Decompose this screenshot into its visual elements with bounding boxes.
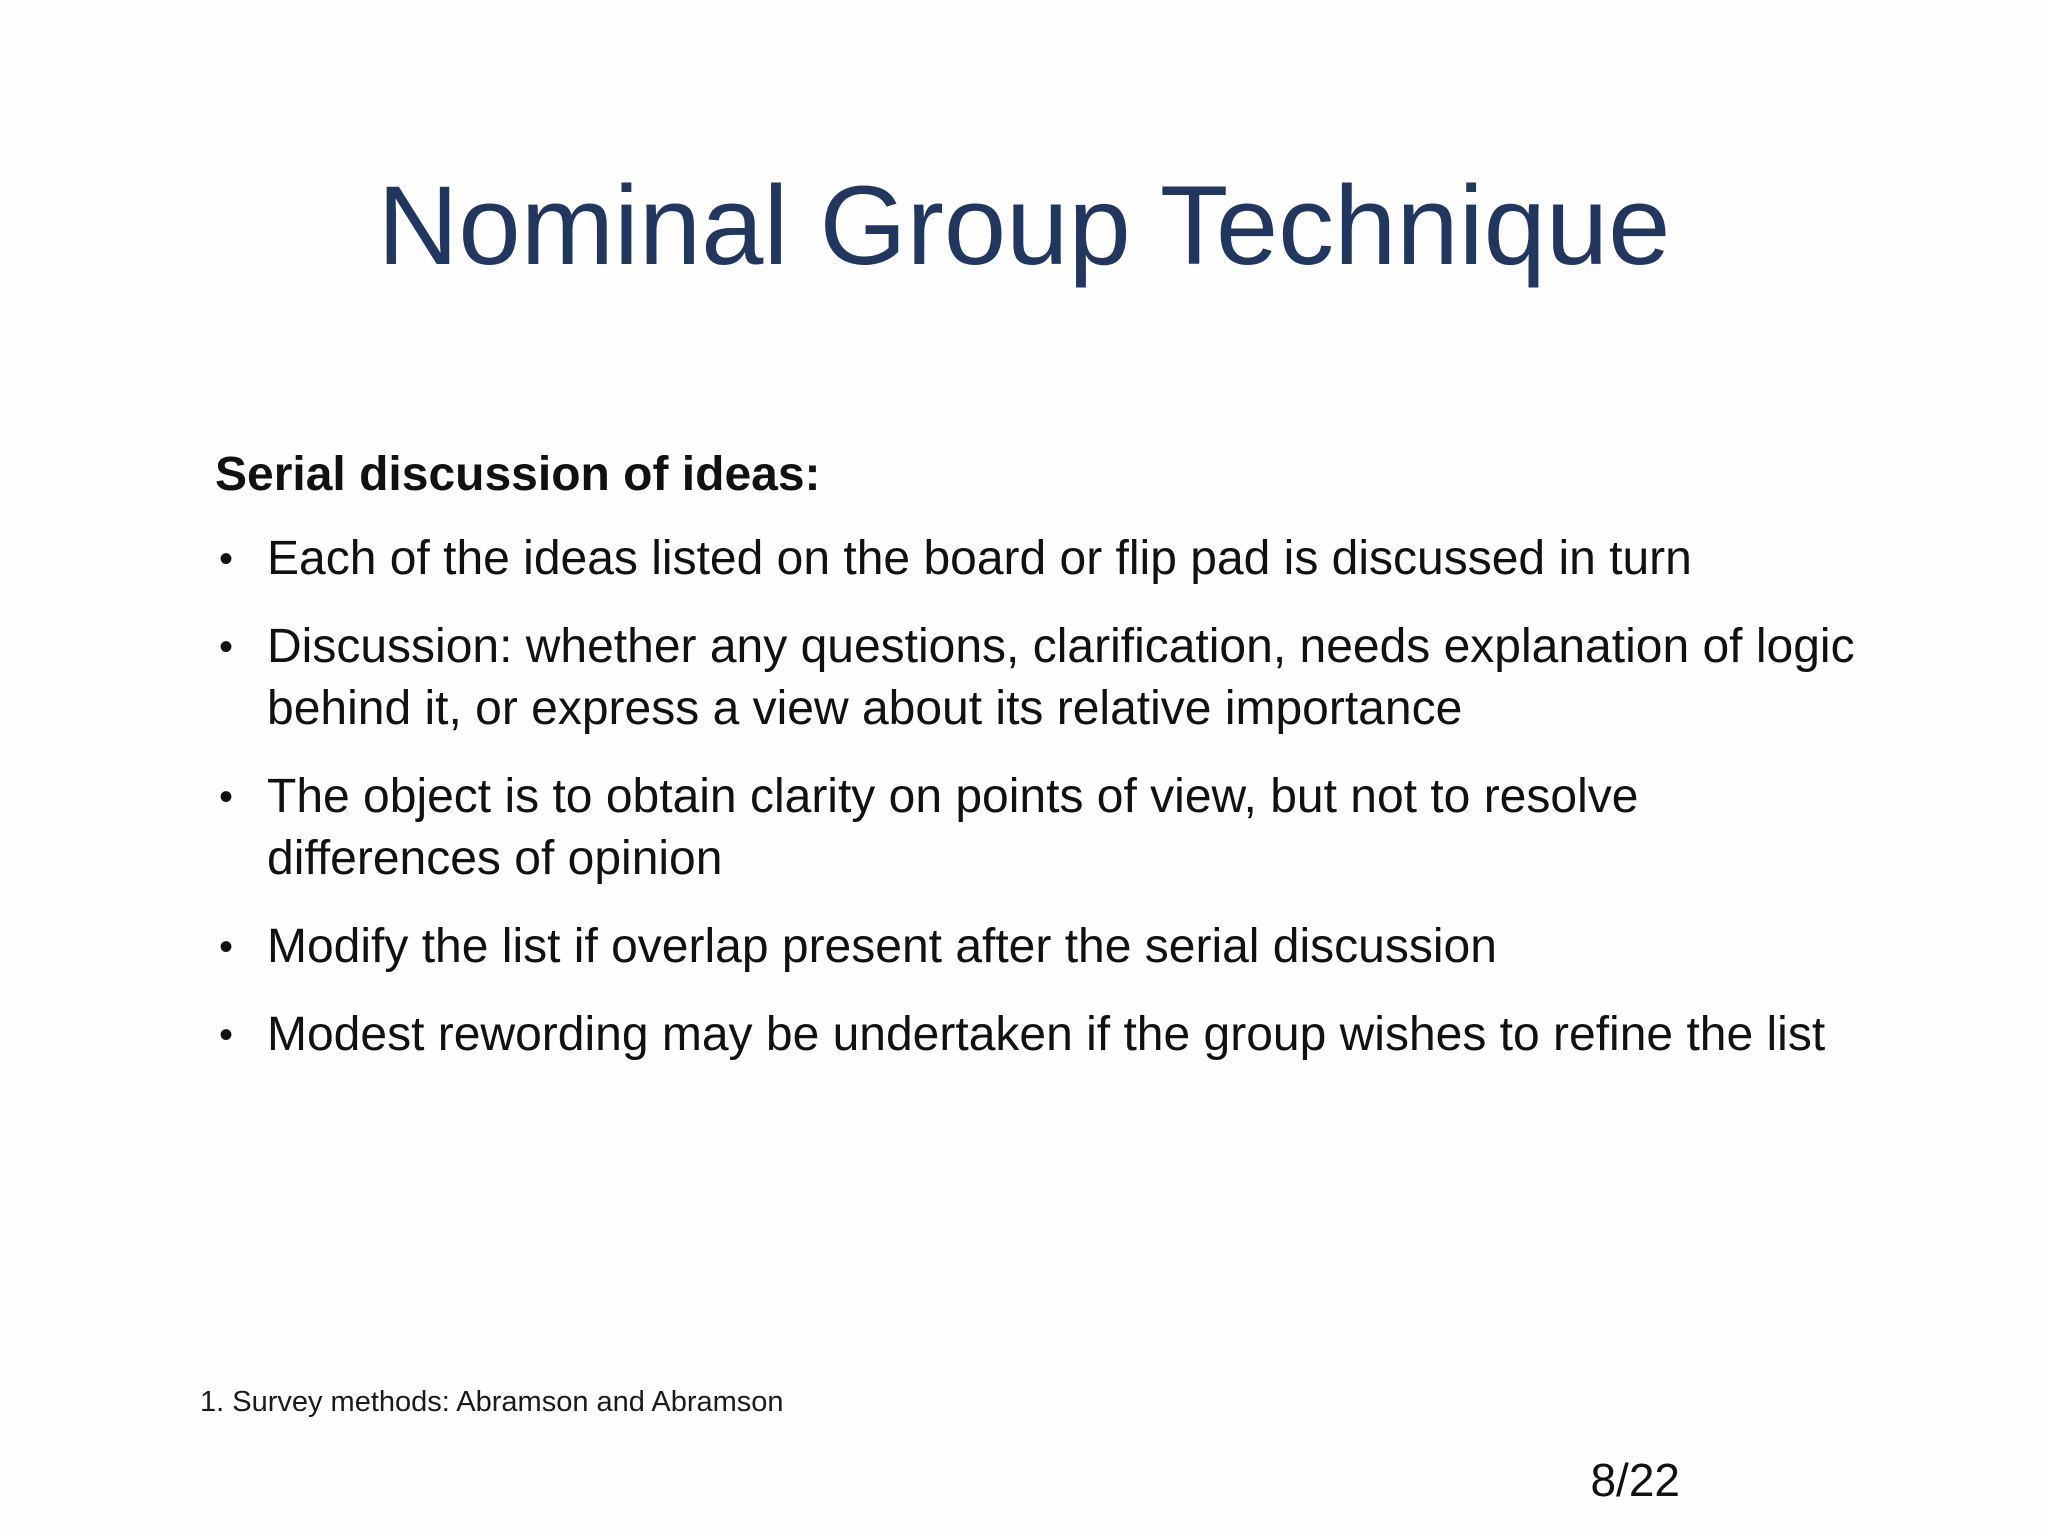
page-number: 8/22	[1590, 1454, 1680, 1506]
slide-title: Nominal Group Technique	[377, 163, 1671, 288]
bullet-dot-icon: •	[219, 537, 234, 581]
bullet-text: Each of the ideas listed on the board or flip pad is discussed in turn	[267, 532, 1692, 585]
bullet-item	[215, 1004, 1865, 1066]
bullet-dot-icon: •	[219, 625, 234, 669]
bullet-text: Discussion: whether any questions, clarification, needs explanation of logic behind it, or express a view about its relative importance	[267, 620, 1855, 735]
bullet-item	[215, 528, 1865, 590]
slide-content	[215, 444, 1865, 1092]
bullet-dot-icon: •	[219, 775, 234, 819]
bullet-text: The object is to obtain clarity on points of view, but not to resolve differences of opinion	[267, 770, 1639, 885]
bullet-dot-icon: •	[219, 925, 234, 969]
bullet-dot-icon: •	[219, 1013, 234, 1057]
bullet-item	[215, 766, 1865, 890]
section-heading: Serial discussion of ideas:	[215, 448, 821, 501]
bullet-text: Modify the list if overlap present after the serial discussion	[267, 920, 1497, 973]
bullet-item	[215, 916, 1865, 978]
bullet-list	[215, 528, 1865, 1066]
bullet-text: Modest rewording may be undertaken if the group wishes to refine the list	[267, 1008, 1826, 1061]
bullet-item	[215, 616, 1865, 740]
footnote: 1. Survey methods: Abramson and Abramson	[200, 1386, 784, 1418]
